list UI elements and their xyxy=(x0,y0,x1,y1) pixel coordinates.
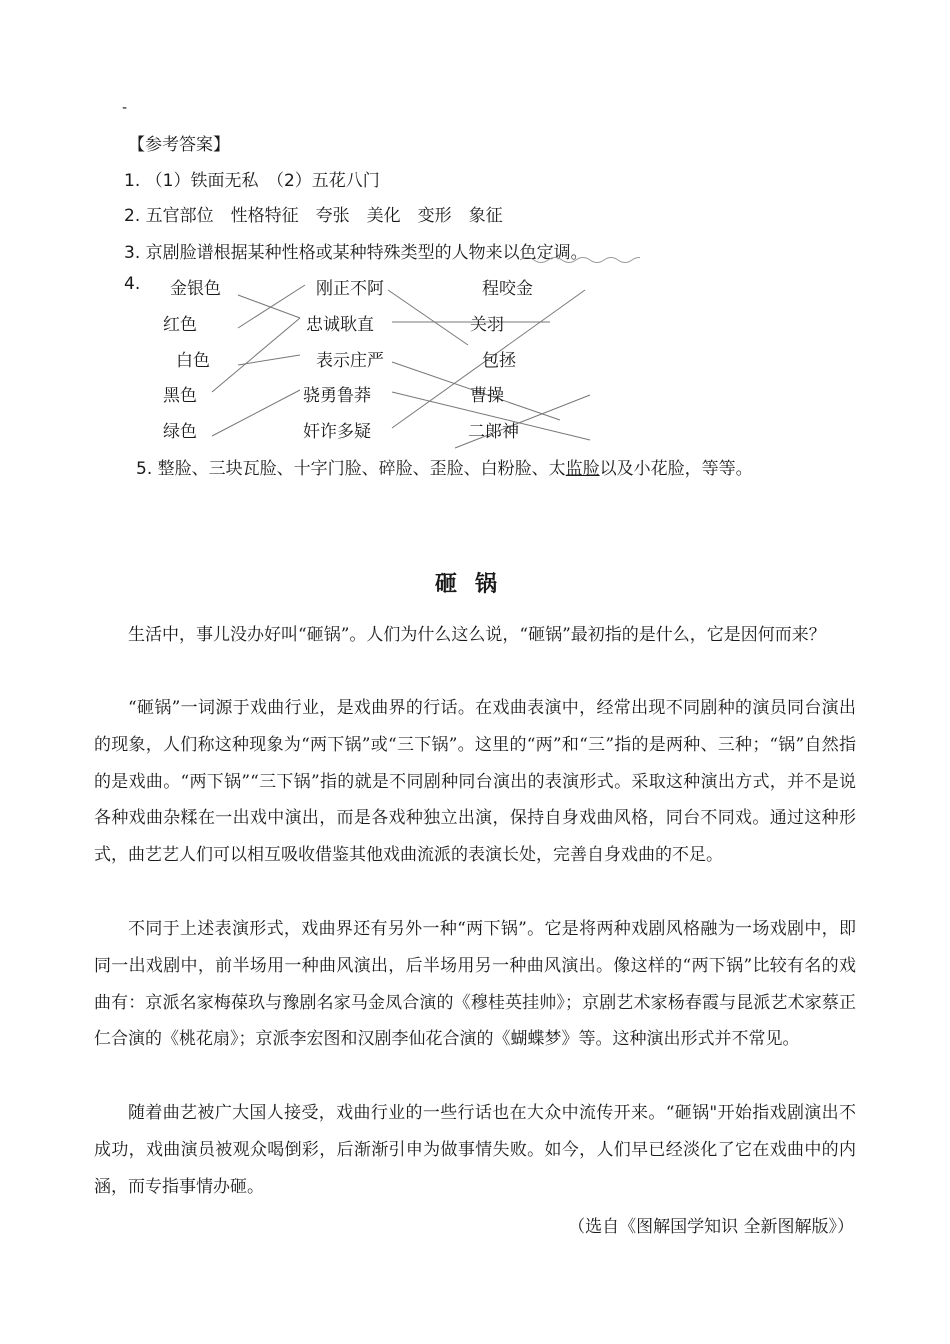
article-source: （选自《图解国学知识 全新图解版》） xyxy=(568,1217,854,1237)
answer-5-underlined: 监脸 xyxy=(565,459,600,479)
article-title: 砸锅 xyxy=(434,571,515,597)
match-color: 红色 xyxy=(163,315,197,335)
match-character: 包拯 xyxy=(482,351,516,371)
article-paragraph: 不同于上述表演形式，戏曲界还有另外一种“两下锅”。它是将两种戏剧风格融为一场戏剧中，即同一出戏剧中，前半场用一种曲风演出，后半场用另一种曲风演出。像这样的“两下锅”比较有名的戏曲有：京派名家梅葆玖与豫剧名家马金凤合演的《穆桂英挂帅》；京剧艺术家杨春霞与昆派艺术家蔡正仁合演的《桃花扇》；京派李宏图和汉剧李仙花合演的《蝴蝶梦》等。这种演出形式并不常见。 xyxy=(94,919,856,1050)
match-line xyxy=(212,318,300,392)
answer-2: 2. 五官部位 性格特征 夸张 美化 变形 象征 xyxy=(124,206,503,226)
match-trait: 骁勇鲁莽 xyxy=(303,386,371,406)
match-character: 程咬金 xyxy=(482,279,533,299)
match-character: 曹操 xyxy=(470,386,504,406)
answer-5-post: 以及小花脸，等等。 xyxy=(599,459,753,479)
match-line xyxy=(388,290,468,345)
answer-4-number: 4. xyxy=(124,274,141,294)
match-line xyxy=(238,285,305,328)
answer-header: 【参考答案】 xyxy=(128,135,230,155)
match-color: 金银色 xyxy=(170,279,221,299)
match-character: 关羽 xyxy=(470,315,504,335)
match-color: 黑色 xyxy=(163,386,197,406)
answer-5 xyxy=(136,454,753,479)
match-line xyxy=(212,390,300,436)
article-paragraph: “砸锅”一词源于戏曲行业，是戏曲界的行话。在戏曲表演中，经常出现不同剧种的演员同台演出的现象，人们称这种现象为“两下锅”或“三下锅”。这里的“两”和“三”指的是两种、三种；“锅”自然指的是戏曲。“两下锅”“三下锅”指的就是不同剧种同台演出的表演形式。采取这种演出方式，并不是说各种戏曲杂糅在一出戏中演出，而是各戏种独立出演，保持自身戏曲风格，同台不同戏。通过这种形式，曲艺艺人们可以相互吸收借鉴其他戏曲流派的表演长处，完善自身戏曲的不足。 xyxy=(94,698,856,866)
answer-1: 1. （1）铁面无私 （2）五花八门 xyxy=(124,171,380,191)
match-trait: 表示庄严 xyxy=(316,351,384,371)
match-trait: 刚正不阿 xyxy=(316,279,384,299)
stray-dash: - xyxy=(122,100,128,116)
match-color: 绿色 xyxy=(163,422,197,442)
match-character: 二郎神 xyxy=(468,422,519,442)
match-line xyxy=(238,295,300,318)
answer-3: 3. 京剧脸谱根据某种性格或某种特殊类型的人物来以色定调。 xyxy=(124,243,588,263)
match-trait: 忠诚耿直 xyxy=(306,315,374,335)
match-line xyxy=(238,355,300,365)
article-paragraph: 随着曲艺被广大国人接受，戏曲行业的一些行话也在大众中流传开来。“砸锅"开始指戏剧演出不成功，戏曲演员被观众喝倒彩，后渐渐引申为做事情失败。如今，人们早已经淡化了它在戏曲中的内涵，而专指事情办砸。 xyxy=(94,1103,856,1197)
match-trait: 奸诈多疑 xyxy=(303,422,371,442)
match-color: 白色 xyxy=(176,351,210,371)
article-paragraph: 生活中，事儿没办好叫“砸锅”。人们为什么这么说，“砸锅”最初指的是什么，它是因何而来？ xyxy=(128,625,826,645)
answer-5-pre: 5. 整脸、三块瓦脸、十字门脸、碎脸、歪脸、白粉脸、太 xyxy=(136,459,566,479)
